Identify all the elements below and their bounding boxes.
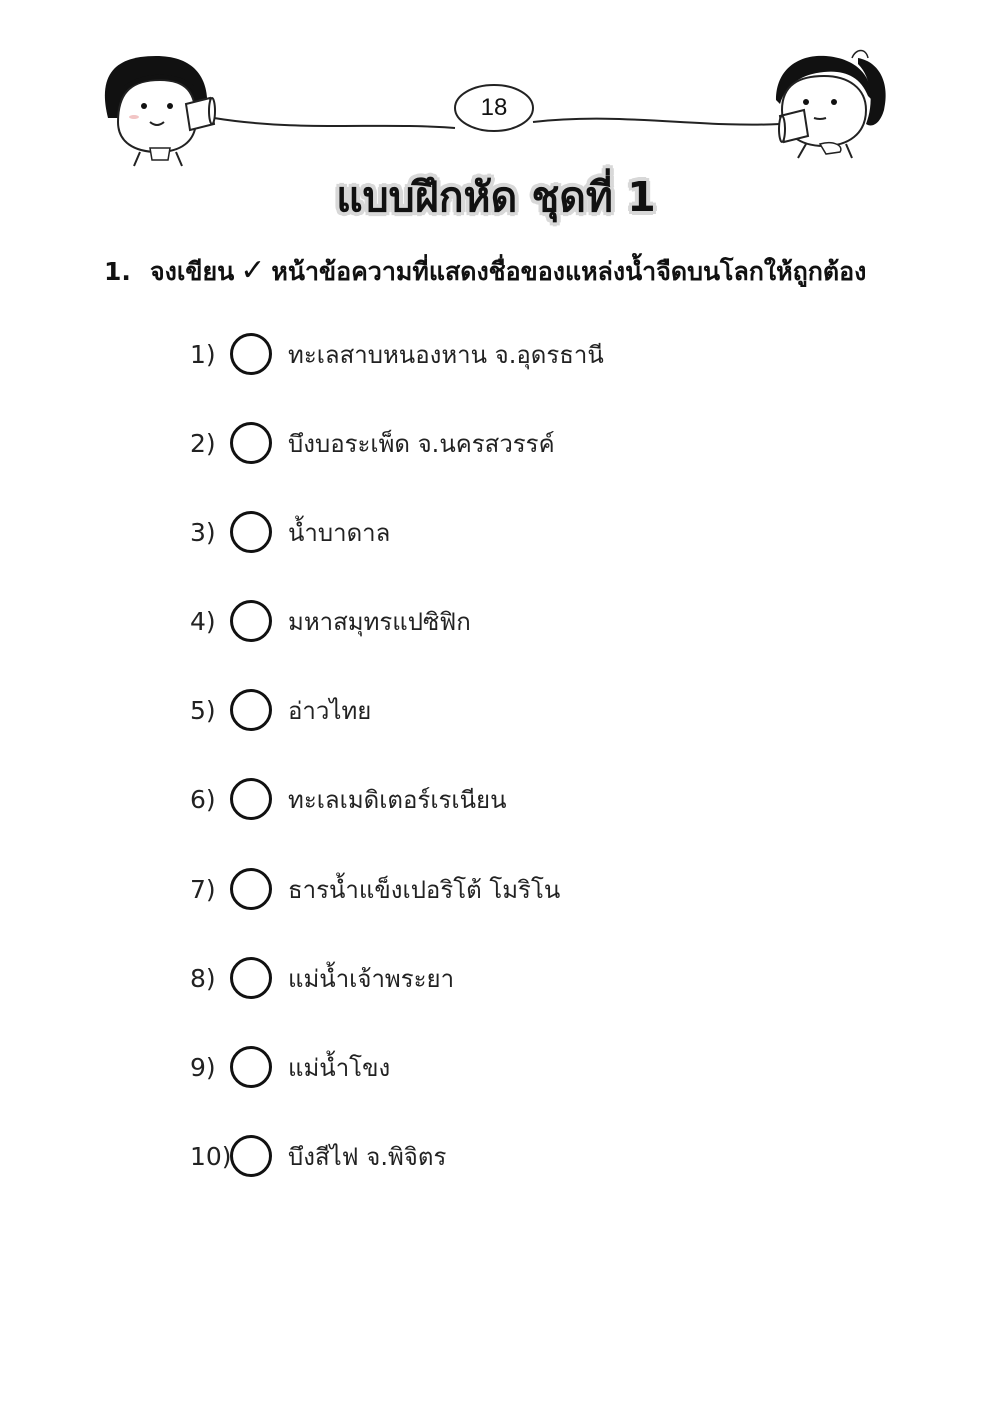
answer-circle[interactable] xyxy=(230,511,272,553)
answer-item-8 xyxy=(190,953,454,1003)
item-label: มหาสมุทรแปซิฟิก xyxy=(288,607,471,636)
right-child-icon xyxy=(776,51,886,159)
item-number: 2) xyxy=(190,428,216,458)
item-number: 8) xyxy=(190,963,216,993)
answer-circle[interactable] xyxy=(230,333,272,375)
instruction xyxy=(104,252,964,292)
answer-item-6 xyxy=(190,774,507,824)
answer-item-10 xyxy=(190,1131,446,1181)
item-number: 4) xyxy=(190,606,216,636)
instruction-text-before: จงเขียน xyxy=(150,257,235,286)
item-number: 7) xyxy=(190,874,216,904)
page-number: 18 xyxy=(480,94,508,121)
answer-circle[interactable] xyxy=(230,778,272,820)
answer-item-9 xyxy=(190,1042,390,1092)
answer-circle[interactable] xyxy=(230,422,272,464)
item-label: น้ำบาดาล xyxy=(288,518,391,547)
answer-item-1 xyxy=(190,329,604,379)
answer-circle[interactable] xyxy=(230,1046,272,1088)
answer-item-4 xyxy=(190,596,471,646)
answer-circle[interactable] xyxy=(230,689,272,731)
item-label: ทะเลเมดิเตอร์เรเนียน xyxy=(288,785,507,814)
item-number: 3) xyxy=(190,517,216,547)
check-mark-icon: ✓ xyxy=(240,253,266,288)
answer-circle[interactable] xyxy=(230,868,272,910)
item-number: 10) xyxy=(190,1141,232,1171)
question-number: 1. xyxy=(104,257,131,286)
item-label: ธารน้ำแข็งเปอริโต้ โมริโน xyxy=(288,875,561,904)
answer-item-2 xyxy=(190,418,555,468)
item-label: แม่น้ำโขง xyxy=(288,1053,391,1082)
answer-circle[interactable] xyxy=(230,600,272,642)
answer-item-7 xyxy=(190,864,560,914)
answer-circle[interactable] xyxy=(230,957,272,999)
answer-circle[interactable] xyxy=(230,1135,272,1177)
item-label: อ่าวไทย xyxy=(288,696,372,725)
item-label: บึงสีไฟ จ.พิจิตร xyxy=(288,1142,447,1171)
item-number: 9) xyxy=(190,1052,216,1082)
left-child-icon xyxy=(105,56,215,166)
answer-item-3 xyxy=(190,507,390,557)
item-label: ทะเลสาบหนองหาน จ.อุดรธานี xyxy=(288,340,604,369)
item-label: บึงบอระเพ็ด จ.นครสวรรค์ xyxy=(288,429,555,458)
item-number: 1) xyxy=(190,339,216,369)
item-label: แม่น้ำเจ้าพระยา xyxy=(288,964,455,993)
item-number: 6) xyxy=(190,784,216,814)
instruction-text-after: หน้าข้อความที่แสดงชื่อของแหล่งน้ำจืดบนโลกให้ถูกต้อง xyxy=(271,257,867,286)
answer-item-5 xyxy=(190,685,371,735)
page-title: แบบฝึกหัด ชุดที่ 1 xyxy=(336,173,656,221)
item-number: 5) xyxy=(190,695,216,725)
